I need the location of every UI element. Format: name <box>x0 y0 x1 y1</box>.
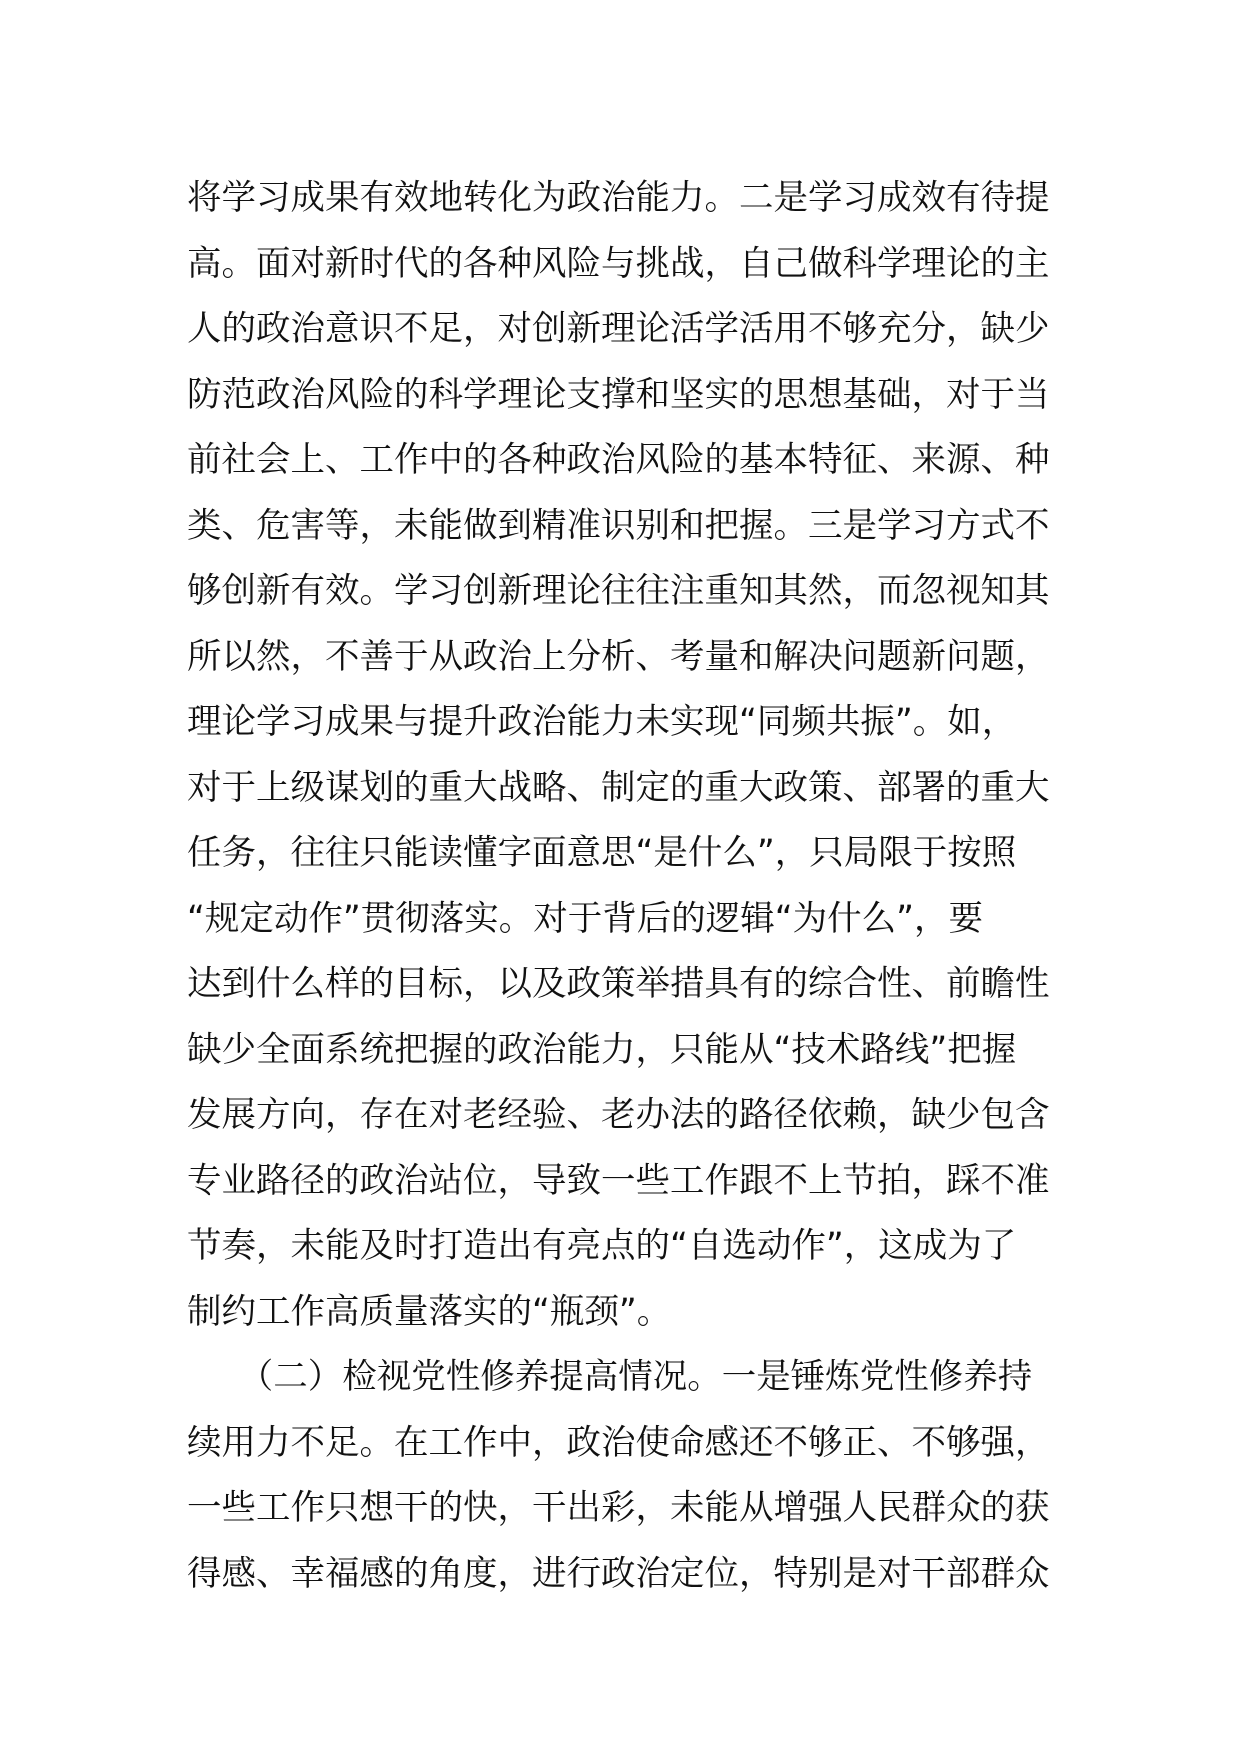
text-line: 防范政治风险的科学理论支撑和坚实的思想基础，对于当 <box>187 374 1050 415</box>
text-line: 节奏，未能及时打造出有亮点的“自选动作”，这成为了 <box>187 1226 1017 1266</box>
section-heading-line: （二）检视党性修养提高情况。一是锤炼党性修养持 <box>187 1357 1033 1397</box>
text-line: 所以然，不善于从政治上分析、考量和解决问题新问题， <box>187 636 1050 677</box>
text-line: 达到什么样的目标，以及政策举措具有的综合性、前瞻性 <box>187 964 1050 1004</box>
text-line: 发展方向，存在对老经验、老办法的路径依赖，缺少包含 <box>187 1095 1050 1135</box>
text-line: 高。面对新时代的各种风险与挑战，自己做科学理论的主 <box>187 243 1050 284</box>
text-line: 够创新有效。学习创新理论往往注重知其然，而忽视知其 <box>187 571 1050 611</box>
text-line: 前社会上、工作中的各种政治风险的基本特征、来源、种 <box>187 440 1050 480</box>
text-line: 得感、幸福感的角度，进行政治定位，特别是对干部群众 <box>187 1553 1050 1594</box>
text-line: 缺少全面系统把握的政治能力，只能从“技术路线”把握 <box>187 1029 1017 1070</box>
text-line: 制约工作高质量落实的“瓶颈”。 <box>187 1291 672 1332</box>
text-line: 专业路径的政治站位，导致一些工作跟不上节拍，踩不准 <box>187 1160 1050 1201</box>
body-text <box>187 166 1067 1607</box>
text-line: 将学习成果有效地转化为政治能力。二是学习成效有待提 <box>187 178 1050 218</box>
text-line: 人的政治意识不足，对创新理论活学活用不够充分，缺少 <box>187 309 1050 349</box>
text-line: 对于上级谋划的重大战略、制定的重大政策、部署的重大 <box>187 767 1050 808</box>
text-line: “规定动作”贯彻落实。对于背后的逻辑“为什么”，要 <box>187 898 983 939</box>
text-line: 类、危害等，未能做到精准识别和把握。三是学习方式不 <box>187 505 1050 546</box>
text-line: 任务，往往只能读懂字面意思“是什么”，只局限于按照 <box>187 833 1017 873</box>
text-line: 续用力不足。在工作中，政治使命感还不够正、不够强， <box>187 1422 1050 1463</box>
text-line: 理论学习成果与提升政治能力未实现“同频共振”。如， <box>187 702 1017 742</box>
text-line: 一些工作只想干的快，干出彩，未能从增强人民群众的获 <box>187 1488 1050 1528</box>
